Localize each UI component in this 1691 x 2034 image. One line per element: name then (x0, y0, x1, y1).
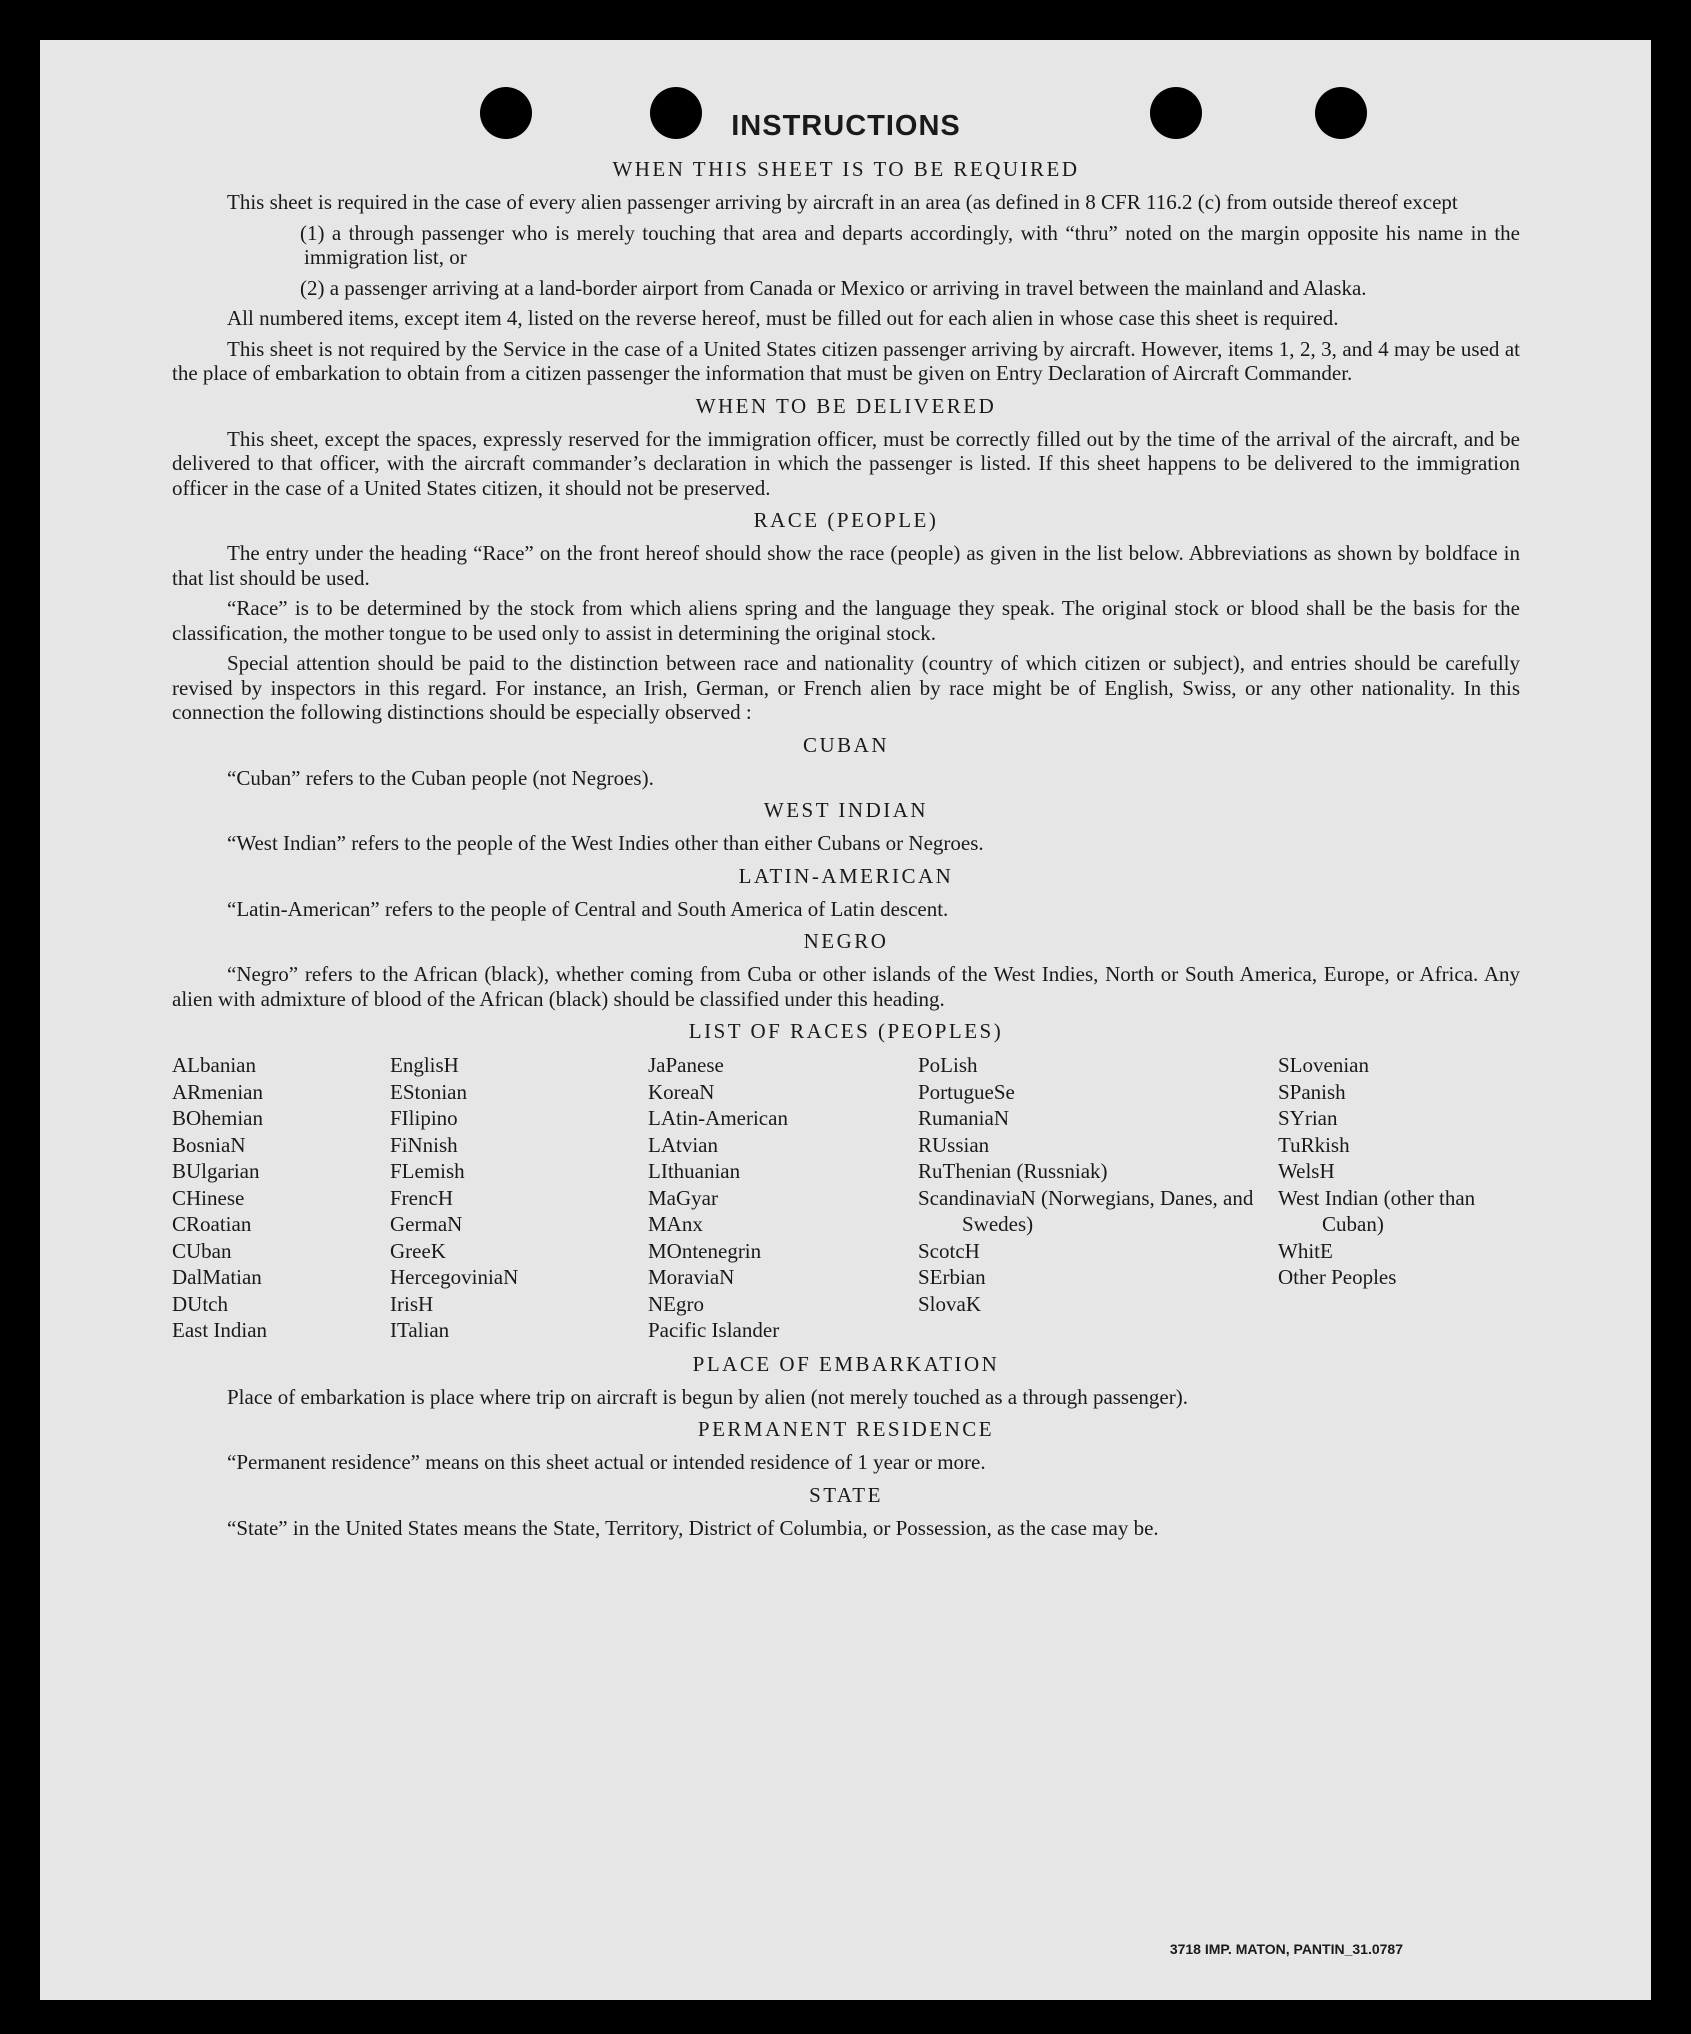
list-item: (2) a passenger arriving at a land-border airport from Canada or Mexico or arriving in travel between the mainland and Alaska. (300, 275, 1367, 300)
heading-state: STATE (809, 1482, 883, 1507)
race-entry: EnglisH (390, 1053, 459, 1077)
heading-cuban: CUBAN (802, 732, 889, 757)
race-entry: SLovenian (1278, 1053, 1369, 1077)
race-entry: MOntenegrin (648, 1238, 762, 1263)
race-entry: CUban (172, 1238, 232, 1263)
race-entry: GreeK (390, 1238, 446, 1263)
print-imprint: 3718 IMP. MATON, PANTIN_31.0787 (1169, 1941, 1403, 1957)
definition-text: Place of embarkation is place where trip on aircraft is begun by alien (not merely touched as a through passenger). (227, 1384, 1188, 1409)
heading-embarkation: PLACE OF EMBARKATION (692, 1351, 1000, 1376)
definition-text: “Negro” refers to the African (black), whether coming from Cuba or other islands of the West Indies, North or South America, Europe, or Africa. Any alien with admixture of blood of the African (black) should be classified under this heading. (172, 962, 1520, 1011)
race-entry: FLemish (390, 1159, 465, 1183)
race-entry: WelsH (1278, 1159, 1335, 1183)
races-list (172, 1052, 1520, 1344)
race-entry: NEgro (648, 1291, 704, 1316)
paragraph: All numbered items, except item 4, listed on the reverse hereof, must be filled out for each alien in whose case this sheet is required. (227, 306, 1339, 330)
race-entry: TuRkish (1278, 1132, 1350, 1157)
race-entry: RuThenian (Russniak) (918, 1159, 1108, 1183)
race-entry: ScandinaviaN (Norwegians, Danes, and Swedes) (918, 1185, 1254, 1236)
race-entry: PortugueSe (918, 1079, 1015, 1104)
races-column (390, 1052, 648, 1344)
heading-negro: NEGRO (803, 929, 889, 953)
race-entry: WhitE (1278, 1238, 1333, 1263)
race-entry: RUssian (918, 1132, 990, 1157)
race-entry: MaGyar (648, 1185, 718, 1210)
race-entry: JaPanese (648, 1053, 724, 1077)
race-entry: DUtch (172, 1291, 228, 1316)
paragraph: “Race” is to be determined by the stock from which aliens spring and the language they speak. The original stock or blood shall be the basis for the classification, the mother tongue to be used only to assist in determining the original stock. (172, 596, 1520, 645)
race-entry: SYrian (1278, 1106, 1338, 1130)
race-entry: MAnx (648, 1212, 703, 1236)
heading-race: RACE (PEOPLE) (753, 508, 939, 532)
race-entry: RumaniaN (918, 1106, 1009, 1130)
race-entry: ALbanian (172, 1053, 256, 1077)
race-entry: Other Peoples (1278, 1265, 1397, 1289)
paragraph: This sheet is required in the case of every alien passenger arriving by aircraft in an area (as defined in 8 CFR 116.2 (c) from outside thereof except (227, 190, 1458, 214)
races-column (648, 1052, 918, 1344)
heading-when-delivered: WHEN TO BE DELIVERED (695, 393, 997, 418)
heading-when-required: WHEN THIS SHEET IS TO BE REQUIRED (612, 157, 1080, 181)
paragraph: This sheet is not required by the Service in the case of a United States citizen passenger arriving by aircraft. However, items 1, 2, 3, and 4 may be used at the place of embarkation to obtain from a citizen passenger the information that must be given on Entry Declaration of Aircraft Commander. (172, 336, 1520, 385)
race-entry: FIlipino (390, 1106, 458, 1130)
races-column (1278, 1052, 1520, 1344)
document-sheet (40, 40, 1651, 2000)
race-entry: LIthuanian (648, 1159, 741, 1183)
race-entry: HercegoviniaN (390, 1265, 519, 1289)
race-entry: KoreaN (648, 1079, 715, 1104)
definition-text: “Cuban” refers to the Cuban people (not Negroes). (227, 765, 654, 790)
race-entry: ARmenian (172, 1079, 263, 1104)
paragraph: This sheet, except the spaces, expressly reserved for the immigration officer, must be correctly filled out by the time of the arrival of the aircraft, and be delivered to that officer, with the aircraft commander’s declaration in which the passenger is listed. If this sheet happens to be delivered to the immigration officer in the case of a United States citizen, it should not be preserved. (172, 426, 1520, 500)
races-column (918, 1052, 1278, 1344)
race-entry: SErbian (918, 1265, 986, 1289)
heading-list-of-races: LIST OF RACES (PEOPLES) (688, 1019, 1004, 1043)
race-entry: SlovaK (918, 1291, 981, 1316)
race-entry: SPanish (1278, 1079, 1346, 1104)
race-entry: DalMatian (172, 1265, 262, 1289)
race-entry: ScotcH (918, 1238, 980, 1263)
race-entry: CHinese (172, 1185, 245, 1210)
race-entry: LAtin-American (648, 1106, 788, 1130)
definition-text: “State” in the United States means the State, Territory, District of Columbia, or Possession, as the case may be. (227, 1515, 1159, 1540)
race-entry: FiNnish (390, 1132, 458, 1157)
race-entry: East Indian (172, 1318, 268, 1342)
race-entry: FrencH (390, 1185, 453, 1210)
definition-text: “Latin-American” refers to the people of Central and South America of Latin descent. (227, 896, 949, 921)
race-entry: West Indian (other than Cuban) (1278, 1185, 1476, 1236)
race-entry: Pacific Islander (648, 1318, 780, 1342)
definition-text: “Permanent residence” means on this sheet actual or intended residence of 1 year or more. (227, 1450, 986, 1474)
race-entry: GermaN (390, 1212, 463, 1236)
document-body (172, 110, 1520, 1544)
paragraph: Special attention should be paid to the distinction between race and nationality (country of which citizen or subject), and entries should be carefully revised by inspectors in this regard. For instance, an Irish, German, or French alien by race might be of English, Swiss, or any other nationality. In this connection the following distinctions should be especially observed : (172, 651, 1520, 724)
race-entry: BUlgarian (172, 1159, 260, 1183)
race-entry: CRoatian (172, 1212, 252, 1236)
page-title: INSTRUCTIONS (731, 110, 961, 142)
heading-permanent-residence: PERMANENT RESIDENCE (697, 1417, 995, 1441)
race-entry: BOhemian (172, 1106, 263, 1130)
race-entry: EStonian (390, 1079, 467, 1104)
race-entry: MoraviaN (648, 1265, 735, 1289)
definition-text: “West Indian” refers to the people of the West Indies other than either Cubans or Negroes. (227, 831, 984, 855)
races-column (172, 1052, 390, 1344)
race-entry: PoLish (918, 1053, 978, 1077)
heading-west-indian: WEST INDIAN (763, 798, 929, 822)
race-entry: IrisH (390, 1291, 434, 1316)
list-item: (1) a through passenger who is merely touching that area and departs accordingly, with “thru” noted on the margin opposite his name in the immigration list, or (300, 220, 1520, 269)
race-entry: ITalian (390, 1318, 450, 1342)
paragraph: The entry under the heading “Race” on the front hereof should show the race (people) as given in the list below. Abbreviations as shown by boldface in that list should be used. (172, 541, 1520, 590)
race-entry: BosniaN (172, 1132, 246, 1157)
heading-latin-american: LATIN-AMERICAN (738, 863, 954, 888)
race-entry: LAtvian (648, 1132, 718, 1157)
